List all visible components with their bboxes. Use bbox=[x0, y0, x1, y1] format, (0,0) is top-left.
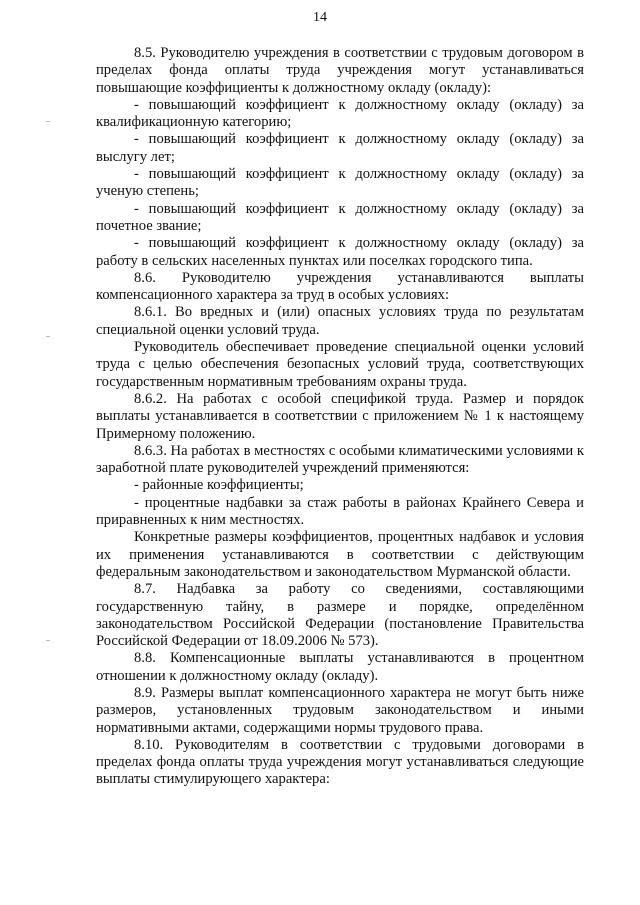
list-item: - повышающий коэффициент к должностному окладу (окладу) за квалификационную категорию; bbox=[96, 96, 584, 131]
margin-mark bbox=[46, 640, 50, 641]
paragraph-8-5: 8.5. Руководителю учреждения в соответствии с трудовым договором в пределах фонда оплаты труда учреждения могут устанавливаться повышающие коэффициенты к должностному окладу (окладу): bbox=[96, 45, 584, 96]
document-body bbox=[96, 45, 584, 789]
page-number: 14 bbox=[313, 10, 327, 25]
paragraph-8-6: 8.6. Руководителю учреждения устанавливаются выплаты компенсационного характера за труд в особых условиях: bbox=[96, 269, 584, 304]
list-item: - повышающий коэффициент к должностному окладу (окладу) за ученую степень; bbox=[96, 166, 584, 200]
list-item: - районные коэффициенты; bbox=[134, 477, 304, 494]
paragraph-8-6-1: 8.6.1. Во вредных и (или) опасных условиях труда по результатам специальной оценки условий труда. bbox=[96, 304, 584, 338]
paragraph-8-7: 8.7. Надбавка за работу со сведениями, составляющими государственную тайну, в размере и порядке, определённом законодательством Российской Федерации (постановление Правительства Российской Федерации от 18.09.2006 № 573). bbox=[96, 581, 584, 650]
paragraph-8-9: 8.9. Размеры выплат компенсационного характера не могут быть ниже размеров, установленных трудовым законодательством и иными нормативными актами, содержащими нормы трудового права. bbox=[96, 684, 584, 736]
list-item: - процентные надбавки за стаж работы в районах Крайнего Севера и приравненных к ним местностях. bbox=[96, 494, 584, 529]
paragraph-8-6-2: 8.6.2. На работах с особой спецификой труда. Размер и порядок выплаты устанавливается в соответствии с приложением № 1 к настоящему Примерному положению. bbox=[96, 390, 584, 442]
list-item: - повышающий коэффициент к должностному окладу (окладу) за почетное звание; bbox=[96, 200, 584, 234]
paragraph-8-6-3: 8.6.3. На работах в местностях с особыми климатическими условиями к заработной плате руководителей учреждений применяются: bbox=[96, 442, 584, 477]
paragraph-8-8: 8.8. Компенсационные выплаты устанавливаются в процентном отношении к должностному окладу (окладу). bbox=[96, 650, 584, 684]
margin-mark bbox=[46, 336, 50, 337]
list-item: - повышающий коэффициент к должностному окладу (окладу) за работу в сельских населенных пунктах или поселках городского типа. bbox=[96, 235, 584, 269]
paragraph: Руководитель обеспечивает проведение специальной оценки условий труда с целью обеспечения безопасных условий труда, соответствующих государственным нормативным требованиям охраны труда. bbox=[96, 339, 584, 390]
margin-mark bbox=[46, 121, 50, 122]
list-item: - повышающий коэффициент к должностному окладу (окладу) за выслугу лет; bbox=[96, 131, 584, 165]
paragraph: Конкретные размеры коэффициентов, процентных надбавок и условия их применения устанавливаются в соответствии с действующим федеральным законодательством и законодательством Мурманской области. bbox=[96, 529, 584, 580]
paragraph-8-10: 8.10. Руководителям в соответствии с трудовыми договорами в пределах фонда оплаты труда учреждения могут устанавливаться следующие выплаты стимулирующего характера: bbox=[96, 736, 584, 788]
